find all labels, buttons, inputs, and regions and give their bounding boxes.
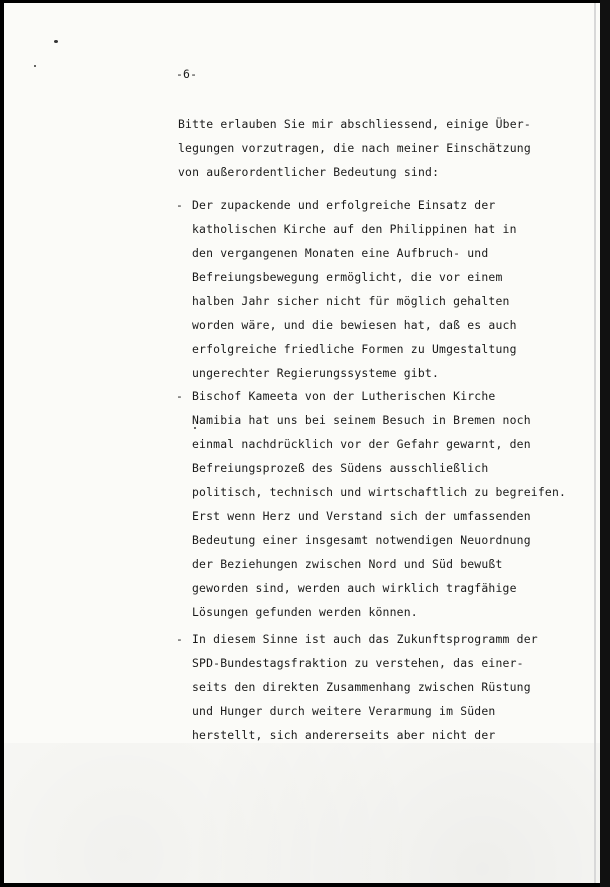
scan-speck xyxy=(194,427,196,429)
bullet-line: Bischof Kameeta von der Lutherischen Kirche xyxy=(192,389,496,403)
bullet-line: worden wäre, und die bewiesen hat, daß es auch xyxy=(192,318,517,332)
bullet-line: politisch, technisch und wirtschaftlich zu begreifen. xyxy=(192,485,567,499)
bullet-line: katholischen Kirche auf den Philippinen hat in xyxy=(192,222,517,236)
bullet-line: Lösungen gefunden werden können. xyxy=(192,605,418,619)
bullet-line: In diesem Sinne ist auch das Zukunftsprogramm der xyxy=(192,632,538,646)
bullet-line: Erst wenn Herz und Verstand sich der umfassenden xyxy=(192,509,531,523)
bullet-line: der Beziehungen zwischen Nord und Süd bewußt xyxy=(192,557,503,571)
bullet-line: den vergangenen Monaten eine Aufbruch- und xyxy=(192,246,489,260)
document-page xyxy=(4,3,602,883)
bullet-line: Namibia hat uns bei seinem Besuch in Bremen noch xyxy=(192,413,531,427)
bullet-marker: - xyxy=(176,389,184,403)
bullet-marker: - xyxy=(176,632,184,646)
bullet-line: einmal nachdrücklich vor der Gefahr gewarnt, den xyxy=(192,437,531,451)
page-number: -6- xyxy=(176,67,198,81)
bullet-marker: - xyxy=(176,198,184,212)
bullet-line: geworden sind, werden auch wirklich tragfähige xyxy=(192,581,517,595)
bullet-line: herstellt, sich andererseits aber nicht der xyxy=(192,728,496,742)
scan-edge xyxy=(600,0,610,887)
bullet-line: Der zupackende und erfolgreiche Einsatz der xyxy=(192,198,496,212)
bullet-line: ungerechter Regierungssysteme gibt. xyxy=(192,366,440,380)
bullet-line: Befreiungsprozeß des Südens ausschließlich xyxy=(192,461,489,475)
scan-speck xyxy=(34,65,36,67)
bullet-line: halben Jahr sicher nicht für möglich gehalten xyxy=(192,294,510,308)
intro-line: legungen vorzutragen, die nach meiner Einschätzung xyxy=(178,141,531,155)
bullet-line: und Hunger durch weitere Verarmung im Süden xyxy=(192,704,496,718)
bullet-line: erfolgreiche friedliche Formen zu Umgestaltung xyxy=(192,342,517,356)
bullet-line: SPD-Bundestagsfraktion zu verstehen, das einer- xyxy=(192,656,524,670)
scan-noise xyxy=(4,743,602,883)
scan-speck xyxy=(54,40,58,43)
bullet-line: Bedeutung einer insgesamt notwendigen Neuordnung xyxy=(192,533,531,547)
bullet-line: Befreiungsbewegung ermöglicht, die vor einem xyxy=(192,270,503,284)
document-body xyxy=(4,3,602,883)
intro-line: von außerordentlicher Bedeutung sind: xyxy=(178,165,440,179)
scan-stripe xyxy=(594,3,596,883)
bullet-line: seits den direkten Zusammenhang zwischen Rüstung xyxy=(192,680,531,694)
intro-line: Bitte erlauben Sie mir abschliessend, einige Über- xyxy=(178,117,531,131)
